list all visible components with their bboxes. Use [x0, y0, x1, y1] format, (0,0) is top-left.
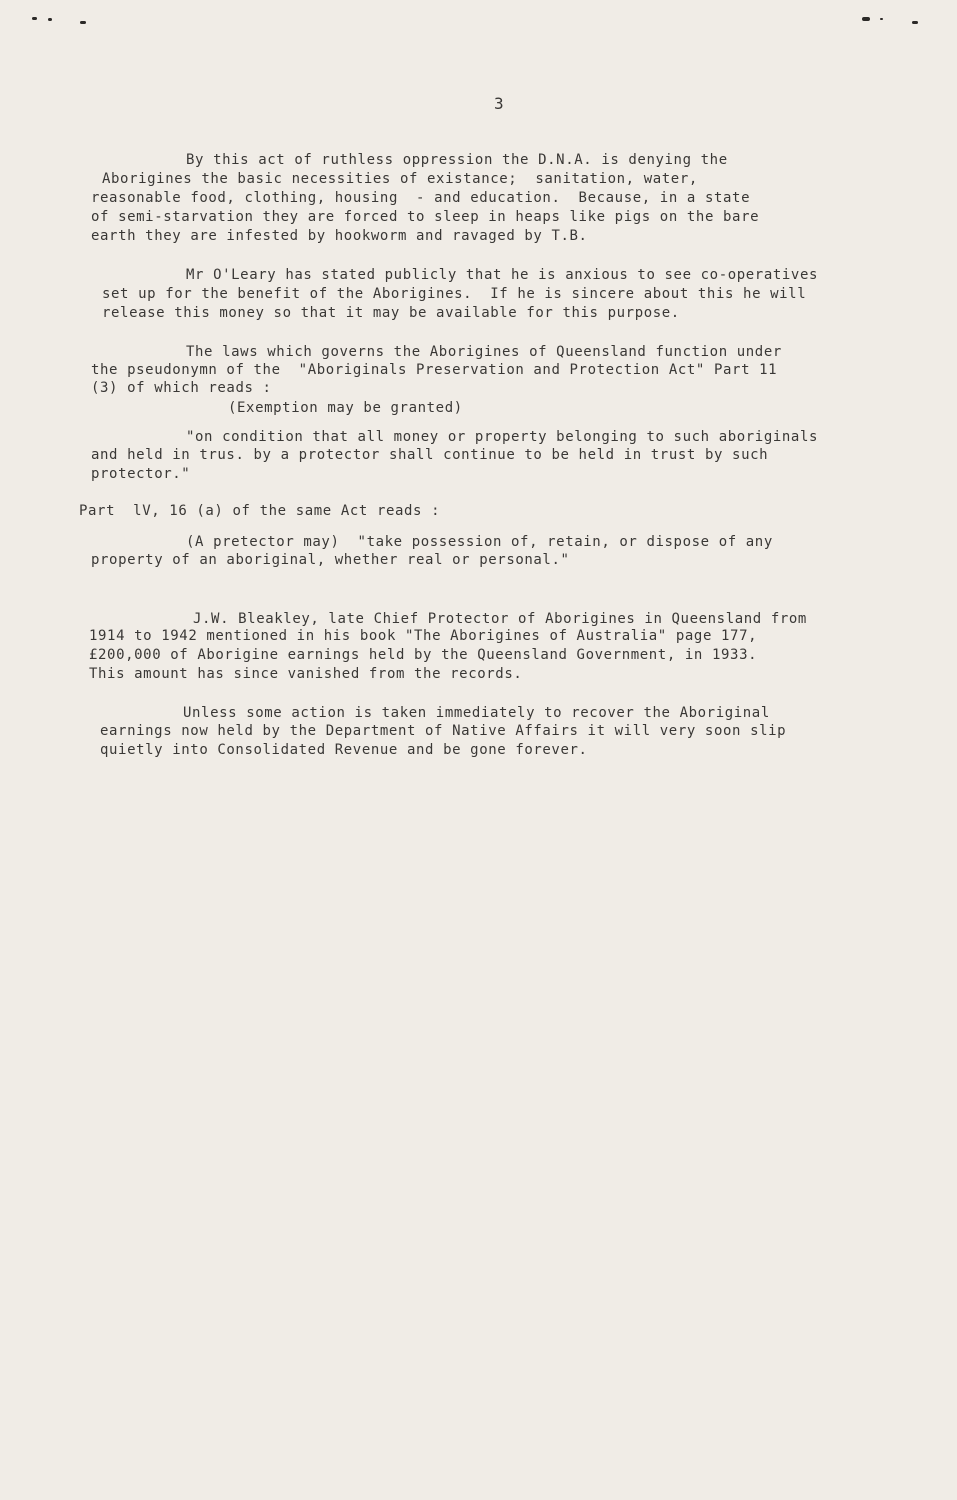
ink-mark — [862, 17, 870, 21]
ink-mark — [880, 18, 883, 20]
text-line: (3) of which reads : — [91, 380, 272, 396]
text-line: (A pretector may) "take possession of, retain, or dispose of any — [186, 534, 773, 550]
text-line: J.W. Bleakley, late Chief Protector of Aborigines in Queensland from — [193, 611, 807, 627]
text-line: By this act of ruthless oppression the D.N.A. is denying the — [186, 152, 728, 168]
text-line: and held in trus. by a protector shall continue to be held in trust by such — [91, 447, 769, 463]
text-line: Mr O'Leary has stated publicly that he is anxious to see co-operatives — [186, 267, 819, 283]
text-line: The laws which governs the Aborigines of Queensland function under — [186, 344, 782, 360]
text-line: (Exemption may be granted) — [228, 400, 463, 416]
text-line: release this money so that it may be available for this purpose. — [102, 305, 680, 321]
text-line: quietly into Consolidated Revenue and be gone forever. — [100, 742, 588, 758]
ink-mark — [48, 18, 52, 21]
text-line: of semi-starvation they are forced to sleep in heaps like pigs on the bare — [91, 209, 760, 225]
text-line: Aborigines the basic necessities of existance; sanitation, water, — [102, 171, 698, 187]
text-line: "on condition that all money or property belonging to such aboriginals — [186, 429, 819, 445]
text-line: earnings now held by the Department of Native Affairs it will very soon slip — [100, 723, 787, 739]
text-line: Part lV, 16 (a) of the same Act reads : — [79, 503, 441, 519]
text-line: the pseudonymn of the "Aboriginals Preservation and Protection Act" Part 11 — [91, 362, 778, 378]
text-line: reasonable food, clothing, housing - and education. Because, in a state — [91, 190, 751, 206]
text-line: set up for the benefit of the Aborigines. If he is sincere about this he will — [102, 286, 807, 302]
text-line: earth they are infested by hookworm and ravaged by T.B. — [91, 228, 588, 244]
text-line: Unless some action is taken immediately to recover the Aboriginal — [183, 705, 770, 721]
text-line: property of an aboriginal, whether real or personal." — [91, 552, 570, 568]
ink-mark — [912, 21, 918, 24]
text-line: 1914 to 1942 mentioned in his book "The Aborigines of Australia" page 177, — [89, 628, 758, 644]
text-line: protector." — [91, 466, 191, 482]
page-number: 3 — [494, 94, 504, 113]
ink-mark — [80, 21, 86, 24]
text-line: £200,000 of Aborigine earnings held by the Queensland Government, in 1933. — [89, 647, 758, 663]
text-line: This amount has since vanished from the records. — [89, 666, 523, 682]
ink-mark — [32, 17, 37, 20]
